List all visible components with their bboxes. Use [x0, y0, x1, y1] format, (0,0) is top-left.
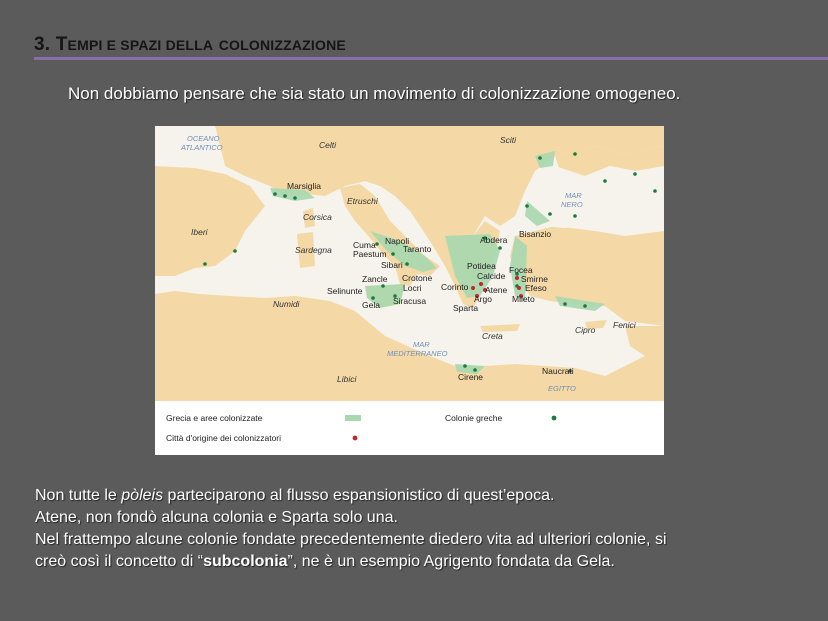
label-mar-nero-2: NERO: [561, 200, 583, 209]
body-line-4-a: creò così il concetto di “: [35, 553, 204, 570]
label-focea: Focea: [509, 265, 533, 275]
label-libici: Libici: [337, 374, 357, 384]
label-cuma: Cuma: [353, 240, 376, 250]
body-text: [35, 485, 667, 573]
label-abdera: Abdera: [480, 235, 508, 245]
title-number: 3.: [34, 34, 51, 55]
label-argo: Argo: [474, 294, 492, 304]
body-line-1: [35, 485, 667, 507]
label-siracusa: Siracusa: [393, 296, 427, 306]
body-line-2: Atene, non fondò alcuna colonia e Sparta solo una.: [35, 509, 398, 526]
legend-origin-dot: [353, 436, 358, 441]
legend-origins-label: Città d'origine dei colonizzatori: [166, 433, 282, 443]
label-taranto: Taranto: [403, 244, 432, 254]
title-rest: EMPI E SPAZI DELLA: [67, 37, 214, 53]
label-sciti: Sciti: [500, 135, 517, 145]
label-gela: Gela: [362, 300, 380, 310]
label-selinunte: Selinunte: [327, 286, 363, 296]
legend-area-swatch: [345, 415, 361, 421]
label-cipro: Cipro: [575, 325, 596, 335]
map-svg: [155, 126, 664, 455]
label-celti: Celti: [319, 140, 337, 150]
body-line-3: Nel frattempo alcune colonie fondate precedentemente diedero vita ad ulteriori colonie, si: [35, 531, 667, 548]
body-line-4-strong: subcolonia: [203, 553, 288, 570]
label-fenici: Fenici: [613, 320, 636, 330]
body-line-1-a: Non tutte le: [35, 487, 122, 504]
label-mar-nero-1: MAR: [565, 191, 582, 200]
legend-colony-dot: [552, 416, 557, 421]
label-efeso: Efeso: [525, 283, 547, 293]
slide-title: [34, 34, 346, 56]
title-initial: T: [55, 34, 68, 55]
label-napoli: Napoli: [385, 236, 410, 246]
label-creta: Creta: [482, 331, 503, 341]
legend-colonies-label: Colonie greche: [445, 413, 503, 423]
legend-areas-label: Grecia e aree colonizzate: [166, 413, 263, 423]
legend-area: [155, 402, 664, 455]
label-marsiglia: Marsiglia: [287, 181, 322, 191]
label-egitto: EGITTO: [548, 384, 576, 393]
label-potidea: Potidea: [467, 261, 496, 271]
label-cirene: Cirene: [458, 372, 484, 382]
body-line-1-b: parteciparono al flusso espansionistico di quest’epoca.: [163, 487, 555, 504]
label-mar-med-2: MEDITERRANEO: [387, 349, 448, 358]
label-mar-med-1: MAR: [413, 340, 430, 349]
intro-text: Non dobbiamo pensare che sia stato un movimento di colonizzazione omogeneo.: [68, 84, 681, 103]
label-oceano: OCEANO: [187, 134, 220, 143]
label-sardegna: Sardegna: [295, 245, 332, 255]
colonization-map: [155, 126, 664, 455]
label-atene: Atene: [485, 285, 508, 295]
label-paestum: Paestum: [353, 249, 387, 259]
label-atlantico: ATLANTICO: [181, 143, 223, 152]
label-etruschi: Etruschi: [347, 196, 378, 206]
title-underline: [34, 57, 828, 60]
label-locri: Locri: [403, 283, 422, 293]
label-iberi: Iberi: [191, 227, 208, 237]
body-line-1-em: pòleis: [121, 487, 164, 504]
label-sparta: Sparta: [453, 303, 479, 313]
label-smirne: Smirne: [521, 274, 548, 284]
label-zancle: Zancle: [362, 274, 388, 284]
label-naucrati: Naucrati: [542, 366, 574, 376]
label-mileto: Mileto: [512, 294, 535, 304]
label-corinto: Corinto: [441, 282, 469, 292]
body-line-4-b: ”, ne è un esempio Agrigento fondata da Gela.: [287, 553, 615, 570]
title-rest-2: COLONIZZAZIONE: [218, 37, 346, 53]
label-crotone: Crotone: [402, 273, 433, 283]
label-bisanzio: Bisanzio: [519, 229, 552, 239]
label-numidi: Numidi: [273, 299, 300, 309]
body-line-4: [35, 551, 667, 573]
label-calcide: Calcide: [477, 271, 506, 281]
label-sibari: Sibari: [381, 260, 403, 270]
label-corsica: Corsica: [303, 212, 332, 222]
